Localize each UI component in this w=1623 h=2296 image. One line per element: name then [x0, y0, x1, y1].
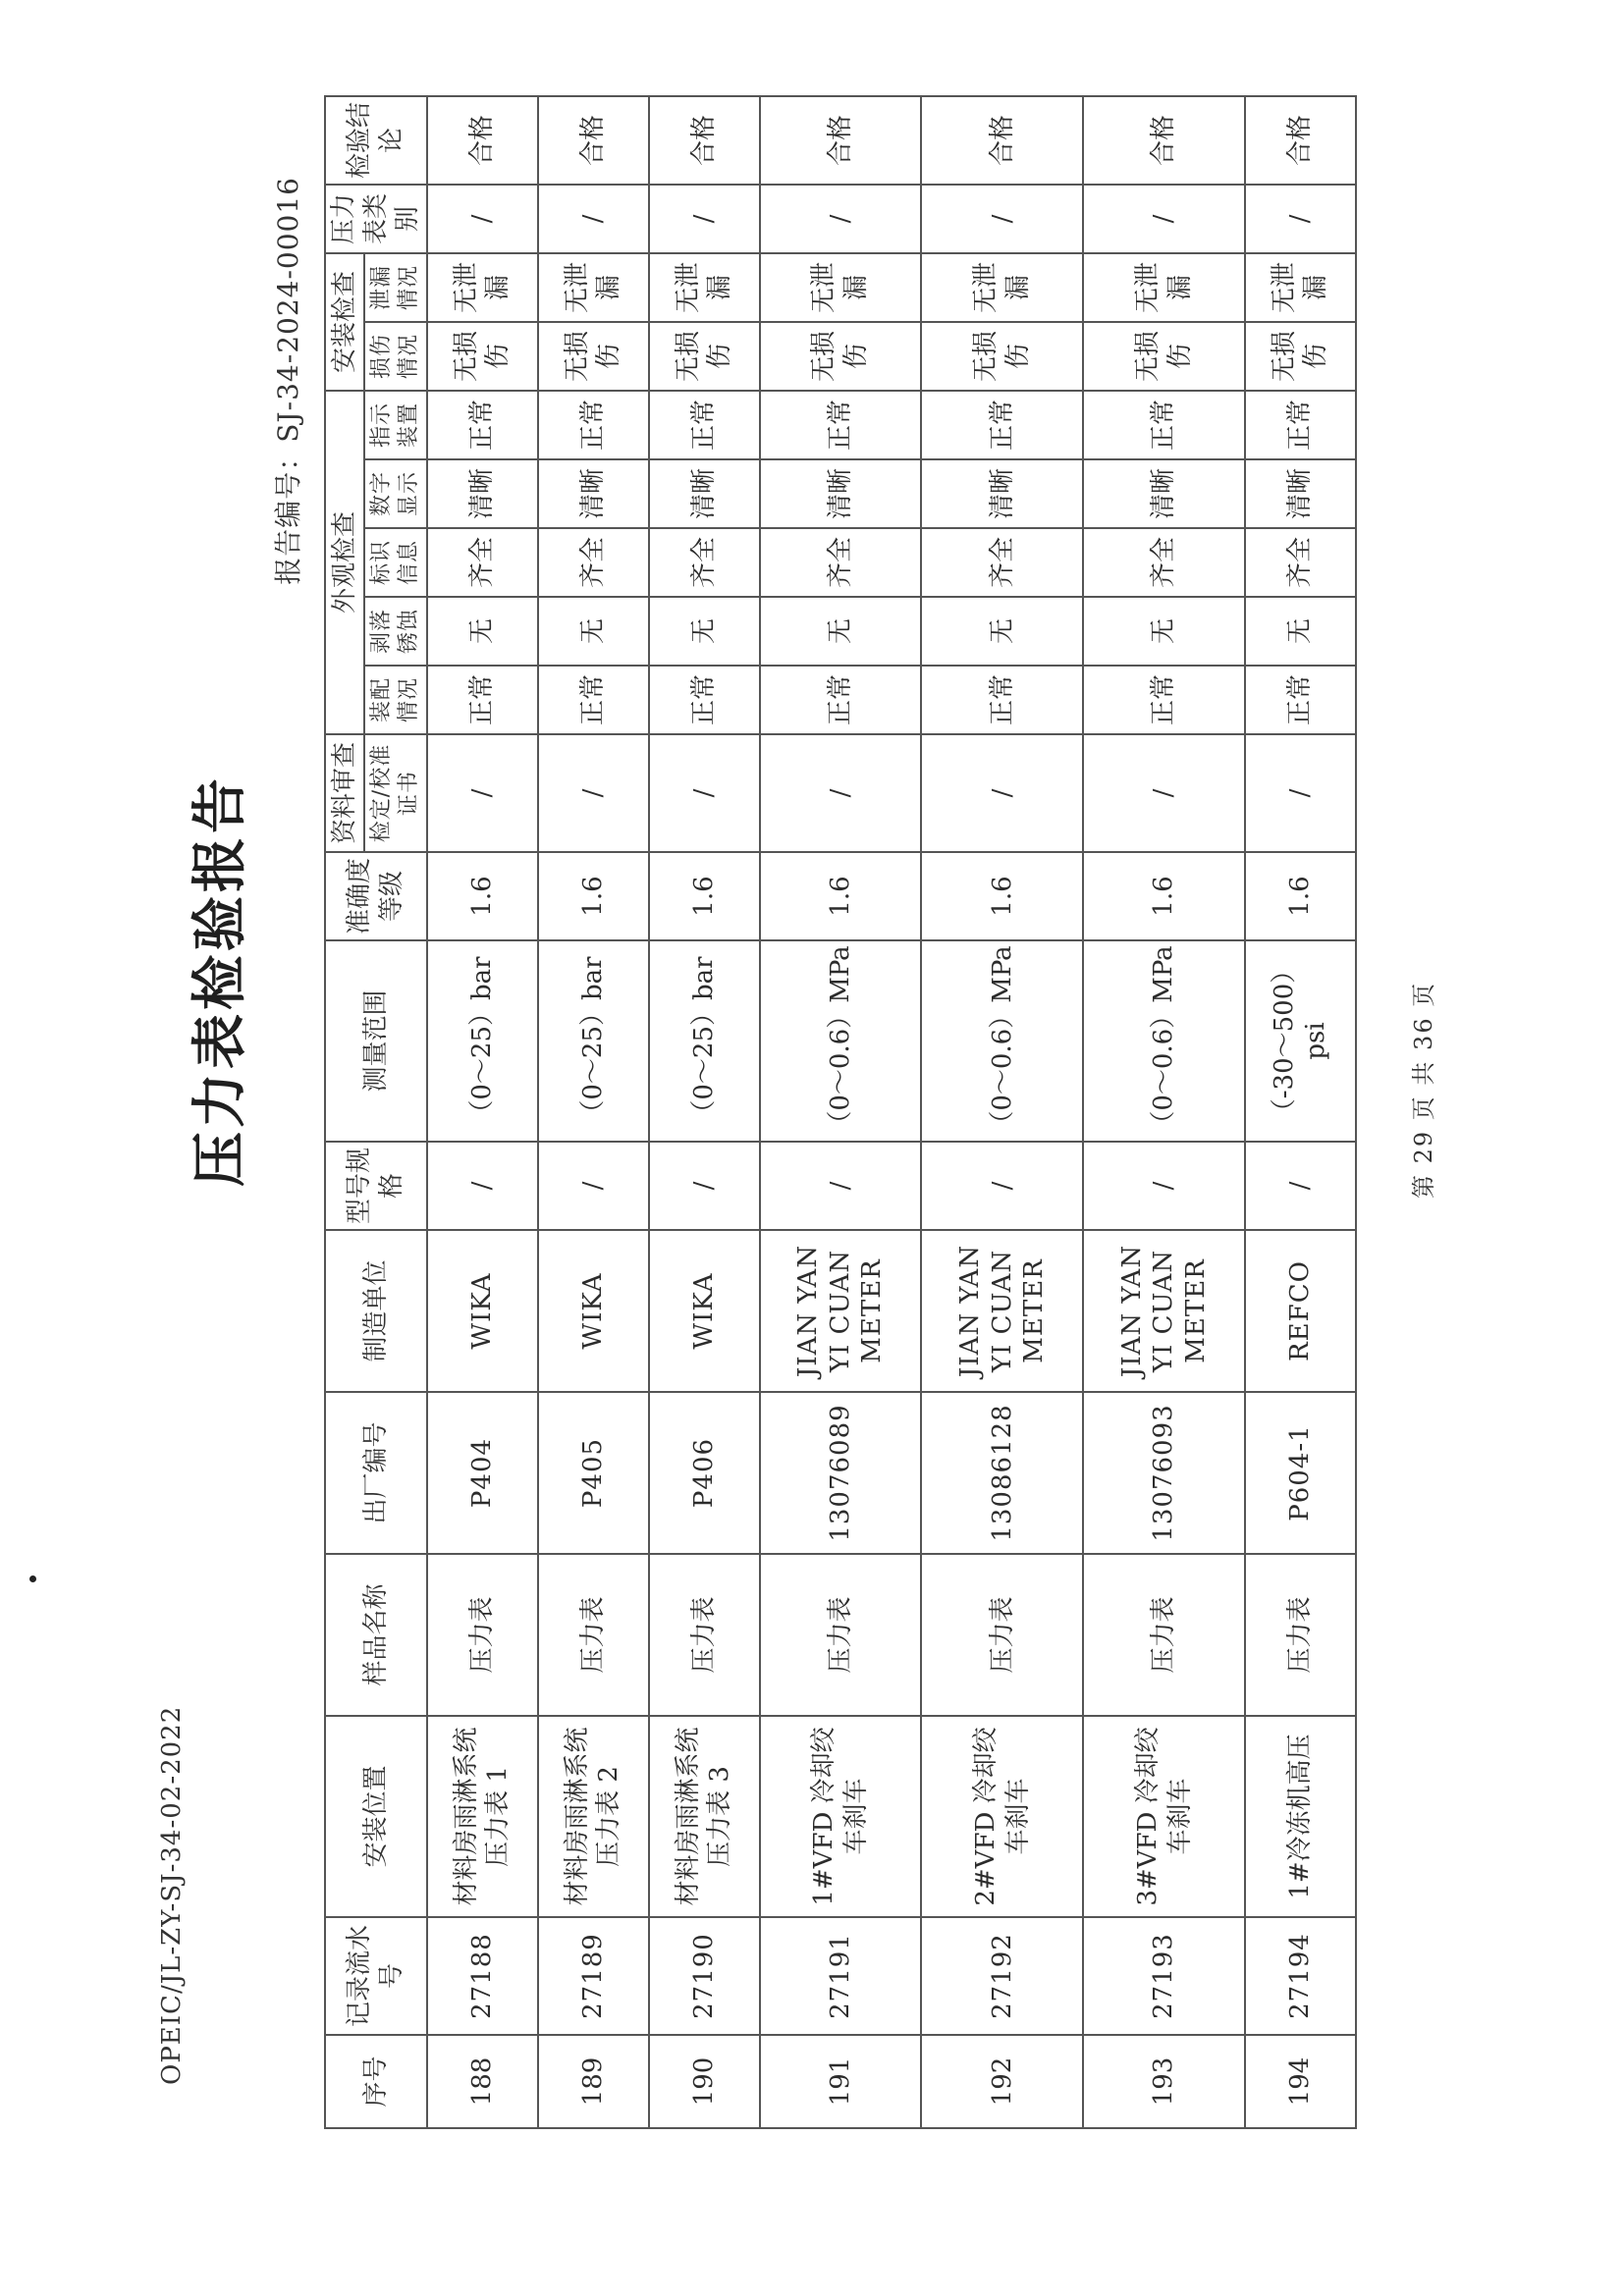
cell-accuracy: 1.6	[427, 852, 538, 940]
table-row	[760, 96, 922, 2128]
cell-serial-no: 13076089	[760, 1392, 922, 1554]
cell-record-no: 27190	[649, 1917, 760, 2035]
cell-cert: /	[1245, 734, 1356, 852]
header-install-check: 安装检查	[325, 253, 364, 391]
cell-marking: 齐全	[1245, 528, 1356, 597]
cell-indicator: 正常	[760, 391, 922, 459]
cell-location: 材料房雨淋系统压力表 3	[649, 1716, 760, 1917]
cell-leak: 无泄漏	[538, 253, 649, 322]
header-conclusion: 检验结论	[325, 96, 427, 185]
table-body	[427, 96, 1357, 2128]
table-row	[427, 96, 538, 2128]
cell-cert: /	[427, 734, 538, 852]
cell-sample-name: 压力表	[427, 1554, 538, 1716]
cell-record-no: 27194	[1245, 1917, 1356, 2035]
cell-seq: 190	[649, 2035, 760, 2128]
cell-serial-no: P404	[427, 1392, 538, 1554]
inspection-table	[324, 95, 1357, 2129]
cell-leak: 无泄漏	[1083, 253, 1245, 322]
cell-seq: 194	[1245, 2035, 1356, 2128]
header-indicator: 指示装置	[364, 391, 426, 459]
cell-seq: 188	[427, 2035, 538, 2128]
cell-location: 1#VFD 冷却绞车刹车	[760, 1716, 922, 1917]
cell-seq: 191	[760, 2035, 922, 2128]
cell-seq: 192	[921, 2035, 1083, 2128]
header-record-no: 记录流水号	[325, 1917, 427, 2035]
cell-model: /	[538, 1142, 649, 1230]
cell-digit-display: 清晰	[1245, 459, 1356, 528]
header-appearance: 外观检查	[325, 391, 364, 734]
cell-marking: 齐全	[1083, 528, 1245, 597]
cell-record-no: 27188	[427, 1917, 538, 2035]
cell-damage: 无损伤	[1245, 322, 1356, 391]
cell-manufacturer: JIAN YAN YI CUAN METER	[1083, 1230, 1245, 1392]
cell-damage: 无损伤	[760, 322, 922, 391]
cell-manufacturer: WIKA	[427, 1230, 538, 1392]
cell-conclusion: 合格	[427, 96, 538, 185]
header-range: 测量范围	[325, 940, 427, 1142]
cell-marking: 齐全	[649, 528, 760, 597]
cell-range: （0～25）bar	[649, 940, 760, 1142]
report-number-value: SJ-34-2024-00016	[272, 177, 304, 443]
header-cert: 检定/校准证书	[364, 734, 426, 852]
cell-location: 1#冷冻机高压	[1245, 1716, 1356, 1917]
cell-serial-no: 13076093	[1083, 1392, 1245, 1554]
cell-sample-name: 压力表	[538, 1554, 649, 1716]
cell-indicator: 正常	[538, 391, 649, 459]
header-serial-no: 出厂编号	[325, 1392, 427, 1554]
cell-conclusion: 合格	[921, 96, 1083, 185]
cell-digit-display: 清晰	[1083, 459, 1245, 528]
header-leak: 泄漏情况	[364, 253, 426, 322]
cell-gauge-type: /	[1245, 185, 1356, 253]
cell-indicator: 正常	[427, 391, 538, 459]
table-row	[1245, 96, 1356, 2128]
table-row	[1083, 96, 1245, 2128]
cell-damage: 无损伤	[538, 322, 649, 391]
cell-serial-no: 13086128	[921, 1392, 1083, 1554]
cell-gauge-type: /	[538, 185, 649, 253]
cell-peeling: 无	[427, 597, 538, 666]
cell-peeling: 无	[649, 597, 760, 666]
cell-conclusion: 合格	[649, 96, 760, 185]
cell-serial-no: P406	[649, 1392, 760, 1554]
cell-accuracy: 1.6	[649, 852, 760, 940]
cell-assembly: 正常	[1083, 666, 1245, 734]
cell-marking: 齐全	[538, 528, 649, 597]
table-row	[649, 96, 760, 2128]
cell-accuracy: 1.6	[1083, 852, 1245, 940]
cell-indicator: 正常	[649, 391, 760, 459]
cell-manufacturer: WIKA	[649, 1230, 760, 1392]
cell-conclusion: 合格	[1083, 96, 1245, 185]
cell-gauge-type: /	[921, 185, 1083, 253]
cell-assembly: 正常	[760, 666, 922, 734]
cell-record-no: 27189	[538, 1917, 649, 2035]
cell-serial-no: P405	[538, 1392, 649, 1554]
cell-leak: 无泄漏	[427, 253, 538, 322]
cell-accuracy: 1.6	[538, 852, 649, 940]
cell-range: （-30～500）psi	[1245, 940, 1356, 1142]
cell-model: /	[649, 1142, 760, 1230]
page-number: 第 29 页 共 36 页	[1410, 981, 1437, 1199]
cell-location: 材料房雨淋系统压力表 2	[538, 1716, 649, 1917]
cell-peeling: 无	[1245, 597, 1356, 666]
header-seq: 序号	[325, 2035, 427, 2128]
header-model: 型号规格	[325, 1142, 427, 1230]
cell-record-no: 27193	[1083, 1917, 1245, 2035]
cell-digit-display: 清晰	[649, 459, 760, 528]
cell-marking: 齐全	[760, 528, 922, 597]
cell-damage: 无损伤	[921, 322, 1083, 391]
cell-manufacturer: JIAN YAN YI CUAN METER	[921, 1230, 1083, 1392]
cell-assembly: 正常	[921, 666, 1083, 734]
cell-conclusion: 合格	[760, 96, 922, 185]
header-damage: 损伤情况	[364, 322, 426, 391]
cell-sample-name: 压力表	[1083, 1554, 1245, 1716]
scan-speck	[29, 1575, 36, 1582]
cell-range: （0～25）bar	[538, 940, 649, 1142]
cell-indicator: 正常	[921, 391, 1083, 459]
cell-range: （0～25）bar	[427, 940, 538, 1142]
cell-sample-name: 压力表	[1245, 1554, 1356, 1716]
cell-peeling: 无	[921, 597, 1083, 666]
cell-manufacturer: JIAN YAN YI CUAN METER	[760, 1230, 922, 1392]
cell-peeling: 无	[1083, 597, 1245, 666]
cell-assembly: 正常	[1245, 666, 1356, 734]
cell-model: /	[921, 1142, 1083, 1230]
cell-digit-display: 清晰	[921, 459, 1083, 528]
cell-sample-name: 压力表	[921, 1554, 1083, 1716]
header-manufacturer: 制造单位	[325, 1230, 427, 1392]
cell-conclusion: 合格	[1245, 96, 1356, 185]
cell-damage: 无损伤	[1083, 322, 1245, 391]
cell-gauge-type: /	[649, 185, 760, 253]
cell-range: （0～0.6）MPa	[1083, 940, 1245, 1142]
cell-location: 材料房雨淋系统压力表 1	[427, 1716, 538, 1917]
cell-accuracy: 1.6	[760, 852, 922, 940]
cell-leak: 无泄漏	[760, 253, 922, 322]
cell-model: /	[1083, 1142, 1245, 1230]
cell-peeling: 无	[760, 597, 922, 666]
cell-seq: 189	[538, 2035, 649, 2128]
header-accuracy: 准确度等级	[325, 852, 427, 940]
cell-model: /	[760, 1142, 922, 1230]
cell-accuracy: 1.6	[921, 852, 1083, 940]
cell-cert: /	[921, 734, 1083, 852]
header-peeling: 剥落锈蚀	[364, 597, 426, 666]
cell-record-no: 27191	[760, 1917, 922, 2035]
table-row	[538, 96, 649, 2128]
header-doc-review: 资料审查	[325, 734, 364, 852]
report-number	[267, 177, 306, 585]
header-digit-display: 数字显示	[364, 459, 426, 528]
cell-indicator: 正常	[1083, 391, 1245, 459]
cell-leak: 无泄漏	[1245, 253, 1356, 322]
cell-cert: /	[1083, 734, 1245, 852]
cell-assembly: 正常	[649, 666, 760, 734]
cell-peeling: 无	[538, 597, 649, 666]
cell-marking: 齐全	[427, 528, 538, 597]
cell-assembly: 正常	[538, 666, 649, 734]
cell-digit-display: 清晰	[427, 459, 538, 528]
header-sample-name: 样品名称	[325, 1554, 427, 1716]
cell-damage: 无损伤	[427, 322, 538, 391]
document-code: OPEIC/JL-ZY-SJ-34-02-2022	[157, 1705, 187, 2085]
header-row-1	[325, 96, 364, 2128]
cell-model: /	[1245, 1142, 1356, 1230]
header-gauge-type: 压力表类别	[325, 185, 427, 253]
cell-range: （0～0.6）MPa	[921, 940, 1083, 1142]
page-title: 压力表检验报告	[189, 774, 252, 1187]
cell-sample-name: 压力表	[649, 1554, 760, 1716]
cell-gauge-type: /	[760, 185, 922, 253]
cell-gauge-type: /	[1083, 185, 1245, 253]
cell-record-no: 27192	[921, 1917, 1083, 2035]
header-location: 安装位置	[325, 1716, 427, 1917]
cell-digit-display: 清晰	[760, 459, 922, 528]
cell-damage: 无损伤	[649, 322, 760, 391]
cell-manufacturer: WIKA	[538, 1230, 649, 1392]
cell-digit-display: 清晰	[538, 459, 649, 528]
cell-sample-name: 压力表	[760, 1554, 922, 1716]
cell-gauge-type: /	[427, 185, 538, 253]
cell-model: /	[427, 1142, 538, 1230]
cell-range: （0～0.6）MPa	[760, 940, 922, 1142]
cell-leak: 无泄漏	[921, 253, 1083, 322]
header-assembly: 装配情况	[364, 666, 426, 734]
cell-indicator: 正常	[1245, 391, 1356, 459]
cell-serial-no: P604-1	[1245, 1392, 1356, 1554]
cell-marking: 齐全	[921, 528, 1083, 597]
cell-manufacturer: REFCO	[1245, 1230, 1356, 1392]
report-number-label: 报告编号：	[272, 442, 304, 585]
cell-accuracy: 1.6	[1245, 852, 1356, 940]
cell-location: 2#VFD 冷却绞车刹车	[921, 1716, 1083, 1917]
cell-cert: /	[538, 734, 649, 852]
cell-assembly: 正常	[427, 666, 538, 734]
cell-cert: /	[649, 734, 760, 852]
cell-cert: /	[760, 734, 922, 852]
cell-seq: 193	[1083, 2035, 1245, 2128]
cell-conclusion: 合格	[538, 96, 649, 185]
table-row	[921, 96, 1083, 2128]
cell-leak: 无泄漏	[649, 253, 760, 322]
cell-location: 3#VFD 冷却绞车刹车	[1083, 1716, 1245, 1917]
header-marking: 标识信息	[364, 528, 426, 597]
